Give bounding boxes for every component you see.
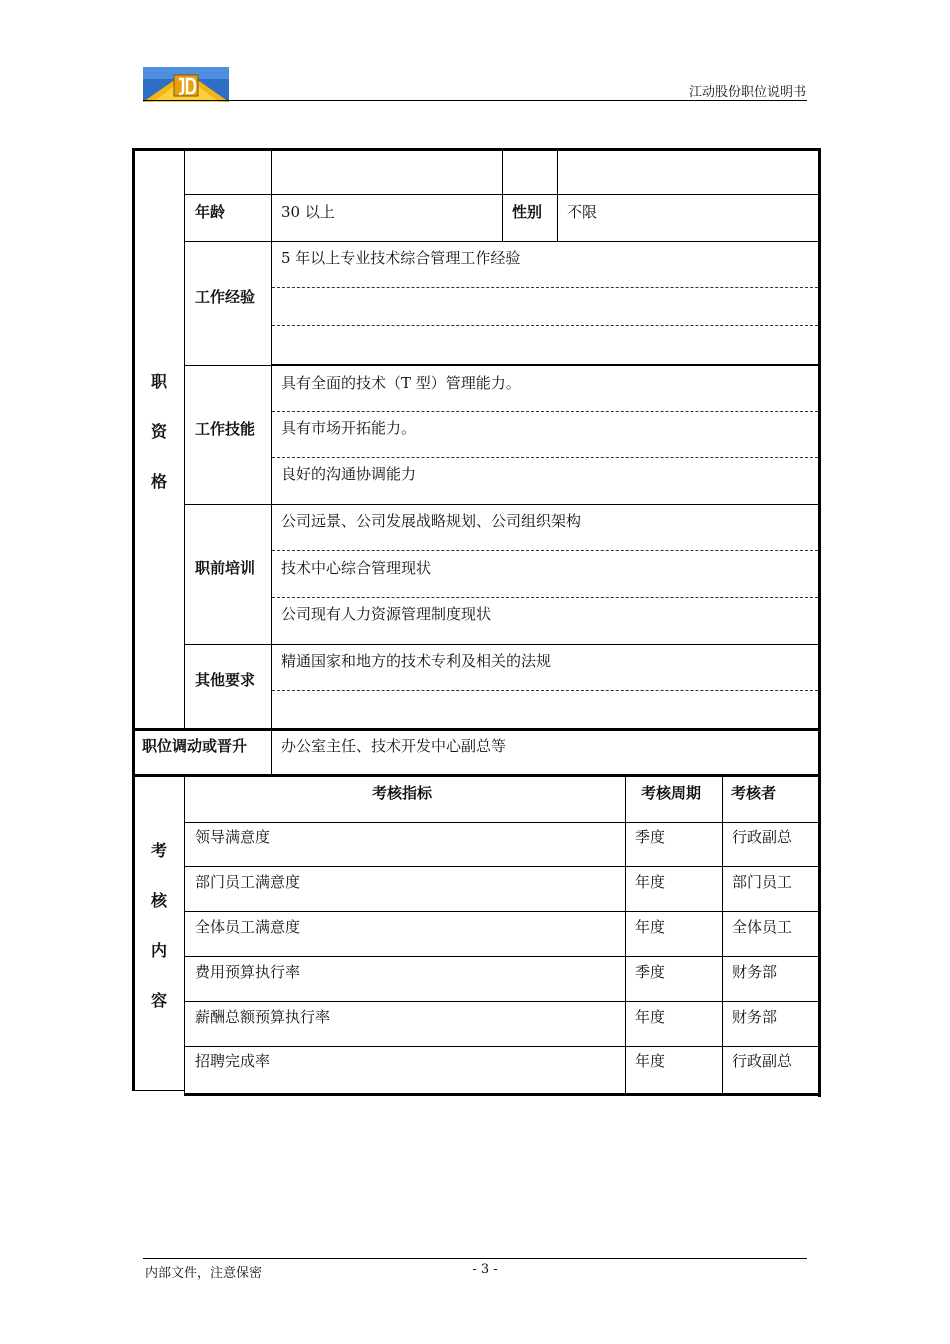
header-rule	[143, 100, 807, 101]
training-line-2: 技术中心综合管理现状	[281, 559, 432, 577]
section-char-qualification-3: 格	[150, 472, 167, 491]
confidential-note: 内部文件，注意保密	[145, 1266, 263, 1281]
period-cell: 季度	[635, 828, 666, 846]
experience-label: 工作经验	[195, 288, 256, 306]
section-char-assessment-3: 内	[150, 941, 167, 960]
assessor-cell: 行政副总	[732, 828, 793, 846]
indicator-cell: 领导满意度	[195, 828, 271, 846]
footer-rule	[143, 1258, 807, 1259]
training-line-3: 公司现有人力资源管理制度现状	[281, 605, 492, 623]
company-logo	[143, 67, 229, 102]
indicator-cell: 费用预算执行率	[195, 963, 301, 981]
assessor-cell: 财务部	[732, 1008, 778, 1026]
gender-value: 不限	[567, 203, 598, 221]
section-char-qualification-2: 资	[150, 422, 167, 441]
skills-line-1: 具有全面的技术（T 型）管理能力。	[281, 374, 521, 392]
age-value: 30 以上	[281, 203, 335, 221]
skills-label: 工作技能	[195, 420, 256, 438]
period-cell: 季度	[635, 963, 666, 981]
section-char-assessment-2: 核	[150, 891, 167, 910]
section-char-qualification-1: 职	[150, 372, 167, 391]
indicator-cell: 薪酬总额预算执行率	[195, 1008, 331, 1026]
other-line-1: 精通国家和地方的技术专利及相关的法规	[281, 652, 552, 670]
training-line-1: 公司远景、公司发展战略规划、公司组织架构	[281, 512, 582, 530]
promotion-value: 办公室主任、技术开发中心副总等	[281, 737, 507, 755]
indicator-header: 考核指标	[372, 784, 433, 802]
section-char-assessment-4: 容	[150, 991, 167, 1010]
indicator-cell: 招聘完成率	[195, 1052, 271, 1070]
assessor-cell: 全体员工	[732, 918, 793, 936]
indicator-cell: 全体员工满意度	[195, 918, 301, 936]
assessor-cell: 行政副总	[732, 1052, 793, 1070]
period-cell: 年度	[635, 1008, 666, 1026]
assessor-cell: 部门员工	[732, 873, 793, 891]
indicator-cell: 部门员工满意度	[195, 873, 301, 891]
period-cell: 年度	[635, 918, 666, 936]
skills-line-3: 良好的沟通协调能力	[281, 465, 417, 483]
experience-line-1: 5 年以上专业技术综合管理工作经验	[281, 249, 521, 267]
skills-line-2: 具有市场开拓能力。	[281, 419, 417, 437]
section-char-assessment-1: 考	[150, 841, 167, 860]
period-header: 考核周期	[641, 784, 702, 802]
assessor-header: 考核者	[731, 784, 777, 802]
training-label: 职前培训	[195, 559, 256, 577]
other-label: 其他要求	[195, 671, 256, 689]
document-title: 江动股份职位说明书	[688, 85, 806, 100]
assessor-cell: 财务部	[732, 963, 778, 981]
age-label: 年龄	[195, 203, 226, 221]
gender-label: 性别	[512, 203, 543, 221]
period-cell: 年度	[635, 1052, 666, 1070]
period-cell: 年度	[635, 873, 666, 891]
promotion-label: 职位调动或晋升	[142, 737, 248, 755]
page-number: - 3 -	[472, 1262, 498, 1277]
